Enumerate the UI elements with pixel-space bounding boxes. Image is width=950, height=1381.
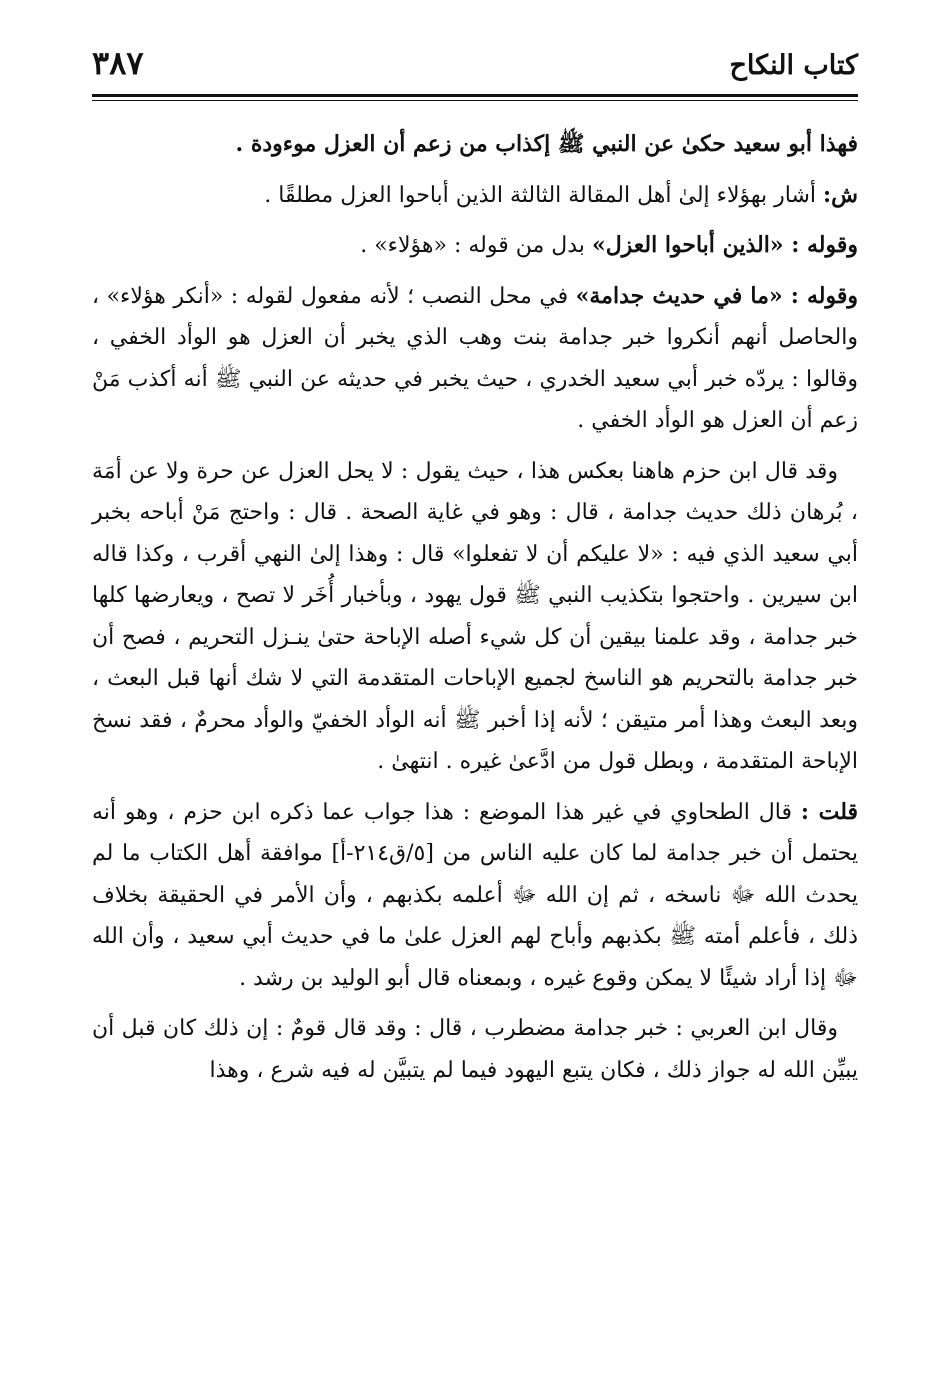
paragraph-text: بدل من قوله : «هؤلاء» .	[360, 233, 592, 258]
paragraph-text: وقال ابن العربي : خبر جدامة مضطرب ، قال : وقد قال قومٌ : إن ذلك كان قبل أن يبيِّن الله له جواز ذلك ، فكان يتبع اليهود فيما لم يتبيَّن له فيه شرع ، وهذا	[92, 1016, 858, 1083]
qultu-marker: قلت :	[800, 798, 858, 825]
running-title: كتاب النكاح	[729, 50, 858, 81]
commentary-marker: ش:	[823, 181, 858, 208]
paragraph	[92, 451, 858, 783]
paragraph-text: في محل النصب ؛ لأنه مفعول لقوله : «أنكر هؤلاء» ، والحاصل أنهم أنكروا خبر جدامة بنت وهب الذي يخبر أن العزل هو الوأد الخفي ، وقالوا : يردّه خبر أبي سعيد الخدري ، حيث يخبر في حديثه عن النبي ﷺ أنه أكذب مَنْ زعم أن العزل هو الوأد الخفي .	[92, 283, 858, 433]
page-header	[92, 40, 858, 92]
paragraph	[92, 124, 858, 166]
paragraph-text: فهذا أبو سعيد حكىٰ عن النبي ﷺ إكذاب من زعم أن العزل موءودة .	[235, 131, 858, 157]
book-page	[92, 40, 858, 1381]
paragraph	[92, 225, 858, 267]
quoted-phrase: وقوله : «الذين أباحوا العزل»	[591, 232, 858, 258]
paragraph	[92, 792, 858, 1000]
paragraph-text: وقد قال ابن حزم هاهنا بعكس هذا ، حيث يقول : لا يحل العزل عن حرة ولا عن أمَة ، بُرهان ذلك حديث جدامة ، قال : وهو في غاية الصحة . قال : واحتج مَنْ أباحه بخبر أبي سعيد الذي فيه : «لا عليكم أن لا تفعلوا» قال : وهذا إلىٰ النهي أقرب ، وكذا قاله ابن سيرين . واحتجوا بتكذيب النبي ﷺ قول يهود ، وبأخبار أُخَر لا تصح ، ويعارضها كلها خبر جدامة ، وقد علمنا بيقين أن كل شيء أصله الإباحة حتىٰ ينـزل التحريم ، فصح أن خبر جدامة بالتحريم هو الناسخ لجميع الإباحات المتقدمة التي لا شك أنها قبل البعث ، وبعد البعث وهذا أمر متيقن ؛ لأنه إذا أخبر ﷺ أنه الوأد الخفيّ والوأد محرمٌ ، فقد نسخ الإباحة المتقدمة ، وبطل قول من ادَّعىٰ غيره . انتهىٰ .	[92, 458, 858, 774]
page-body	[92, 124, 858, 1100]
quoted-phrase: وقوله : «ما في حديث جدامة»	[575, 282, 858, 309]
paragraph	[92, 175, 858, 217]
paragraph-text: قال الطحاوي في غير هذا الموضع : هذا جواب عما ذكره ابن حزم ، وهو أنه يحتمل أن خبر جدامة لما كان عليه الناس من [٥/ق٢١٤-أ] موافقة أهل الكتاب ما لم يحدث الله ﷻ ناسخه ، ثم إن الله ﷻ أعلمه بكذبهم ، وأن الأمر في الحقيقة بخلاف ذلك ، فأعلم أمته ﷺ بكذبهم وأباح لهم العزل علىٰ ما في حديث أبي سعيد ، وأن الله ﷻ إذا أراد شيئًا لا يمكن وقوع غيره ، وبمعناه قال أبو الوليد بن رشد .	[92, 799, 858, 991]
paragraph-text: أشار بهؤلاء إلىٰ أهل المقالة الثالثة الذين أباحوا العزل مطلقًا .	[264, 182, 824, 208]
header-rule-thick	[92, 94, 858, 97]
paragraph	[92, 276, 858, 442]
page-number: ٣٨٧	[92, 44, 144, 82]
paragraph	[92, 1008, 858, 1091]
header-rule-thin	[92, 100, 858, 101]
